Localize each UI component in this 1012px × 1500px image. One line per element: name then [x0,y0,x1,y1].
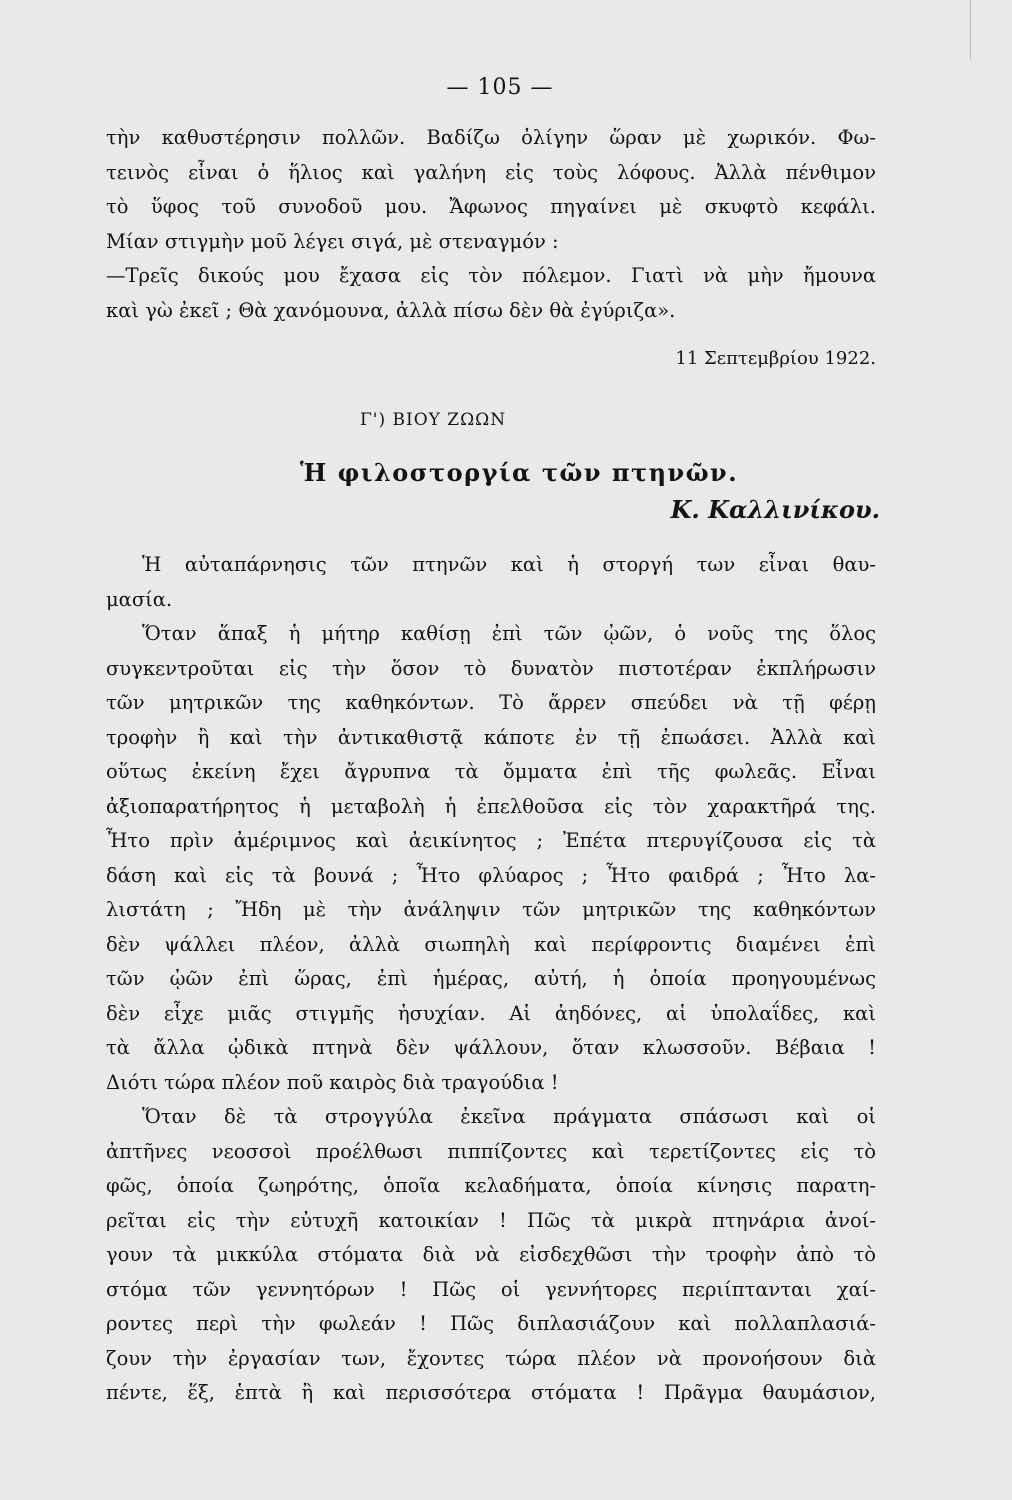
text-line: ἀπτῆνες νεοσσοὶ προέλθωσι πιππίζοντες καὶ τερετίζοντες εἰς τὸ [106,1139,876,1163]
text-line: ἀξιοπαρατήρητος ἡ μεταβολὴ ἡ ἐπελθοῦσα εἰς τὸν χαρακτῆρά της. [106,794,876,818]
section-heading: Γ') ΒΙΟΥ ΖΩΩΝ [360,410,507,430]
text-line: Ἡ αὐταπάρνησις τῶν πτηνῶν καὶ ἡ στοργή των εἶναι θαυ- [142,553,876,576]
text-line: μασία. [106,587,173,611]
text-line: στόμα τῶν γεννητόρων ! Πῶς οἱ γεννήτορες περιίπτανται χαί- [106,1277,876,1301]
text-line: τὴν καθυστέρησιν πολλῶν. Βαδίζω ὀλίγην ὥραν μὲ χωρικόν. Φω- [106,126,876,149]
text-line: τροφὴν ἢ καὶ τὴν ἀντικαθιστᾷ κάποτε ἐν τῇ ἐπωάσει. Ἀλλὰ καὶ [106,725,876,749]
text-line: οὕτως ἐκείνη ἔχει ἄγρυπνα τὰ ὄμματα ἐπὶ τῆς φωλεᾶς. Εἶναι [106,760,876,783]
text-line: —Τρεῖς δικούς μου ἔχασα εἰς τὸν πόλεμον. Γιατὶ νὰ μὴν ἤμουνα [106,264,876,287]
text-line: γουν τὰ μικκύλα στόματα διὰ νὰ εἰσδεχθῶσι τὴν τροφὴν ἀπὸ τὸ [106,1243,876,1266]
page-number: — 105 — [446,75,554,100]
text-line: ζουν τὴν ἐργασίαν των, ἔχοντες τώρα πλέον νὰ προνοήσουν διὰ [106,1346,876,1370]
text-line: τεινὸς εἶναι ὁ ἥλιος καὶ γαλήνη εἰς τοὺς λόφους. Ἀλλὰ πένθιμον [106,160,876,184]
text-line: Ἦτο πρὶν ἀμέριμνος καὶ ἀεικίνητος ; Ἐπέτα πτερυγίζουσα εἰς τὰ [106,829,876,852]
text-line: λιστάτη ; Ἤδη μὲ τὴν ἀνάληψιν τῶν μητρικῶν της καθηκόντων [106,898,876,921]
date-line: 11 Σεπτεμβρίου 1922. [675,348,876,369]
text-line: Ὅταν ἅπαξ ἡ μήτηρ καθίσῃ ἐπὶ τῶν ᾠῶν, ὁ νοῦς της ὅλος [142,622,876,645]
text-line: δάση καὶ εἰς τὰ βουνά ; Ἦτο φλύαρος ; Ἦτο φαιδρά ; Ἦτο λα- [106,863,876,887]
article-title: Ἡ φιλοστοργία τῶν πτηνῶν. [300,458,739,487]
text-line: τὸ ὕφος τοῦ συνοδοῦ μου. Ἄφωνος πηγαίνει μὲ σκυφτὸ κεφάλι. [106,195,876,218]
text-line: ρεῖται εἰς τὴν εὐτυχῆ κατοικίαν ! Πῶς τὰ μικρὰ πτηνάρια ἀνοί- [106,1208,876,1232]
text-line: Ὅταν δὲ τὰ στρογγύλα ἐκεῖνα πράγματα σπάσωσι καὶ οἱ [142,1105,876,1128]
article-author: Κ. Καλλινίκου. [670,495,880,524]
text-line: ροντες περὶ τὴν φωλεάν ! Πῶς διπλασιάζουν καὶ πολλαπλασιά- [106,1312,876,1335]
text-line: τῶν μητρικῶν της καθηκόντων. Τὸ ἄρρεν σπεύδει νὰ τῇ φέρῃ [106,691,876,714]
text-line: Μίαν στιγμὴν μοῦ λέγει σιγά, μὲ στεναγμόν : [106,229,559,253]
text-line: τὰ ἄλλα ᾠδικὰ πτηνὰ δὲν ψάλλουν, ὅταν κλωσσοῦν. Βέβαια ! [106,1036,876,1059]
text-line: καὶ γὼ ἐκεῖ ; Θὰ χανόμουνα, ἀλλὰ πίσω δὲν θὰ ἐγύριζα». [106,298,676,322]
text-line: πέντε, ἕξ, ἑπτὰ ἢ καὶ περισσότερα στόματα ! Πρᾶγμα θαυμάσιον, [106,1381,876,1404]
article-body [106,548,876,1411]
text-line: συγκεντροῦται εἰς τὴν ὅσον τὸ δυνατὸν πιστοτέραν ἐκπλήρωσιν [106,656,876,680]
continuation-paragraph [106,121,876,328]
text-line: δὲν εἶχε μιᾶς στιγμῆς ἡσυχίαν. Αἱ ἀηδόνες, αἱ ὑπολαΐδες, καὶ [106,1001,876,1025]
text-line: δὲν ψάλλει πλέον, ἀλλὰ σιωπηλὴ καὶ περίφροντις διαμένει ἐπὶ [106,932,876,956]
page-edge-line [970,0,971,60]
text-line: φῶς, ὁποία ζωηρότης, ὁποῖα κελαδήματα, ὁποία κίνησις παρατη- [106,1174,876,1197]
text-line: τῶν ᾠῶν ἐπὶ ὥρας, ἐπὶ ἡμέρας, αὐτή, ἡ ὁποία προηγουμένως [106,967,876,990]
text-line: Διότι τώρα πλέον ποῦ καιρὸς διὰ τραγούδια ! [106,1070,559,1094]
